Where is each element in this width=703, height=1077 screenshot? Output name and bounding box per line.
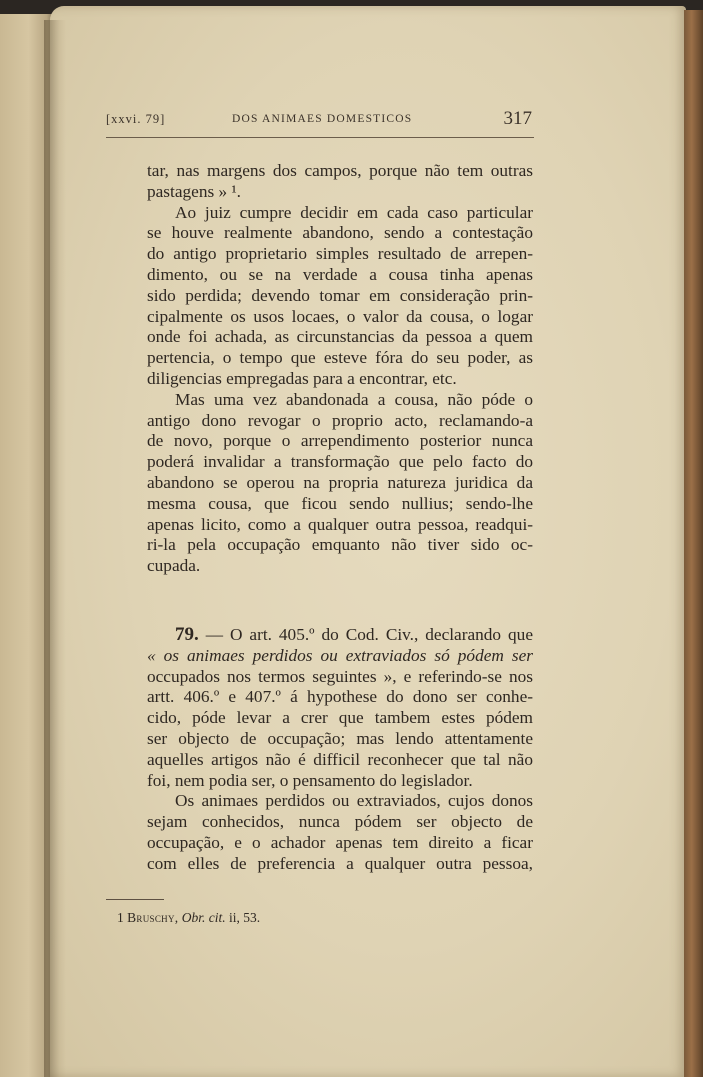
- text-line: aquelles artigos não é difficil reconhecer que tal não: [147, 749, 533, 769]
- text-line: pastagens » ¹.: [147, 181, 241, 201]
- text-line: antigo dono revogar o proprio acto, reclamando-a: [147, 410, 533, 430]
- text-line: Mas uma vez abandonada a cousa, não póde o: [175, 389, 533, 409]
- book-gutter: [44, 20, 66, 1077]
- section-number: 79.: [175, 624, 199, 645]
- section-first-line-text: — O art. 405.º do Cod. Civ., declarando que: [205, 625, 533, 644]
- text-line: apenas licito, como a qualquer outra pessoa, readqui-: [147, 514, 533, 534]
- header-section-ref: [xxvi. 79]: [106, 112, 166, 126]
- text-line: tar, nas margens dos campos, porque não tem outras: [147, 161, 533, 180]
- page-edge-right: [684, 10, 703, 1077]
- text-line: occupados nos termos seguintes », e referindo-se nos: [147, 666, 533, 686]
- text-line: Ao juiz cumpre decidir em cada caso particular: [175, 202, 533, 222]
- footnote-marker: 1: [117, 910, 124, 925]
- text-line: abandono se operou na propria natureza juridica da: [147, 472, 533, 492]
- text-line: cido, póde levar a crer que tambem estes pódem: [147, 708, 533, 728]
- text-line: cupada.: [147, 556, 201, 576]
- footnote: [117, 910, 260, 926]
- text-line: Os animaes perdidos ou extraviados, cujos donos: [175, 791, 533, 811]
- text-line: occupação, e o achador apenas tem direito a ficar: [147, 832, 533, 852]
- text-line: foi, nem podia ser, o pensamento do legislador.: [147, 770, 473, 790]
- text-line: artt. 406.º e 407.º á hypothese do dono ser conhe-: [147, 687, 533, 707]
- footnote-author: Bruschy,: [127, 910, 179, 925]
- body-text-block-2: [147, 625, 533, 875]
- text-line: dimento, ou se na verdade a cousa tinha apenas: [147, 264, 533, 284]
- body-text-block-1: [147, 161, 533, 577]
- text-line: mesma cousa, que ficou sendo nullius; sendo-lhe: [147, 493, 533, 513]
- section-first-line: [147, 625, 533, 646]
- header-rule: [106, 137, 534, 138]
- page-number: 317: [503, 108, 532, 129]
- text-line: do antigo proprietario simples resultado de arrepen-: [147, 244, 533, 264]
- text-line: cipalmente os usos locaes, o valor da cousa, o logar: [147, 306, 533, 326]
- running-header: [106, 110, 532, 132]
- text-line: « os animaes perdidos ou extraviados só pódem ser: [147, 645, 533, 665]
- text-line: sido perdida; devendo tomar em consideração prin-: [147, 285, 533, 305]
- footnote-rule: [106, 899, 164, 900]
- footnote-ref: ii, 53.: [229, 910, 261, 925]
- text-line: se houve realmente abandono, sendo a contestação: [147, 223, 533, 243]
- footnote-work: Obr. cit.: [181, 910, 226, 925]
- text-line: ri-la pela occupação emquanto não tiver sido oc-: [147, 535, 533, 555]
- text-line: diligencias empregadas para a encontrar, etc.: [147, 368, 457, 388]
- text-line: pertencia, o tempo que esteve fóra do seu poder, as: [147, 348, 533, 368]
- text-line: de novo, porque o arrependimento posterior nunca: [147, 431, 533, 451]
- text-line: ser objecto de occupação; mas lendo attentamente: [147, 728, 533, 748]
- header-title: DOS ANIMAES DOMESTICOS: [232, 113, 413, 125]
- text-line: onde foi achada, as circunstancias da pessoa a quem: [147, 327, 533, 347]
- text-line: com elles de preferencia a qualquer outra pessoa,: [147, 853, 533, 873]
- text-line: poderá invalidar a transformação que pelo facto do: [147, 452, 533, 472]
- text-line: sejam conhecidos, nunca pódem ser objecto de: [147, 812, 533, 832]
